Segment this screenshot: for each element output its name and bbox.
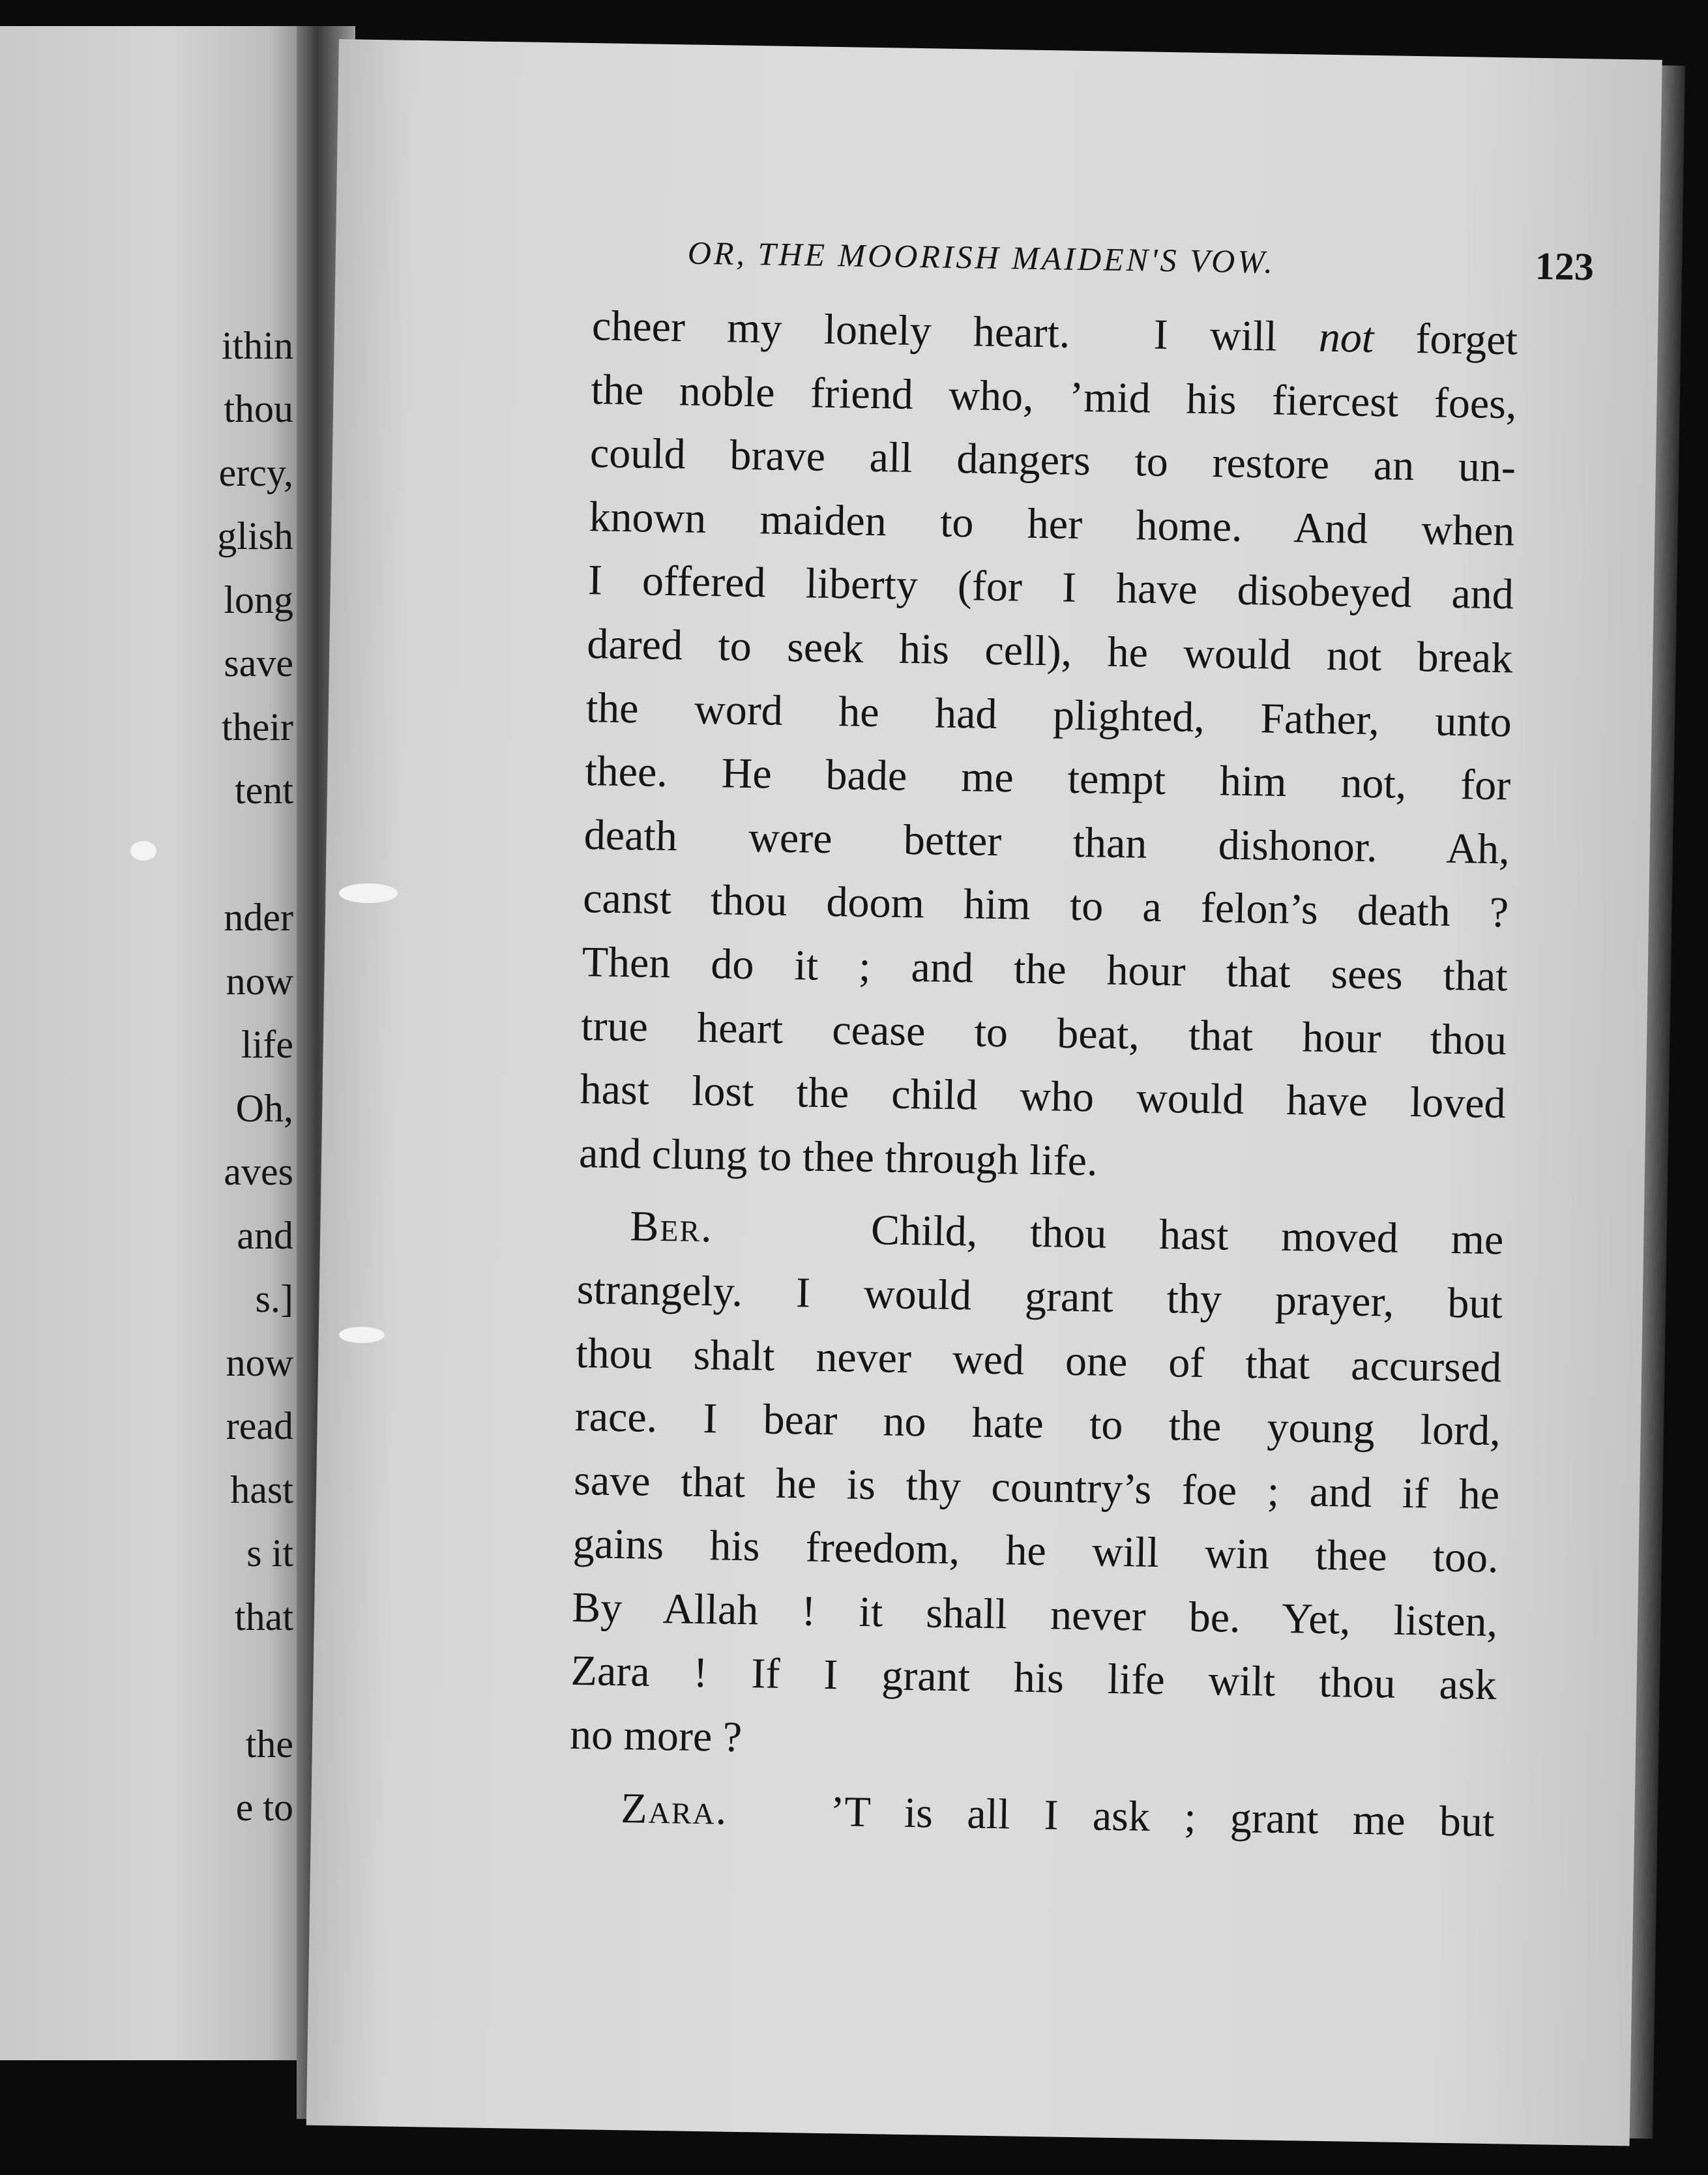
running-head: OR, THE MOORISH MAIDEN'S VOW. — [687, 234, 1276, 280]
left-page-line: their — [222, 705, 293, 748]
text-line: Then do it ; and the hour that sees that — [582, 938, 1509, 1001]
left-page-line: aves — [224, 1150, 293, 1193]
left-page-line: s it — [246, 1531, 293, 1575]
text-line: I offered liberty (for I have disobeyed and — [587, 556, 1514, 619]
text-line: thou shalt never wed one of that accursed — [575, 1329, 1502, 1391]
left-page-line: thou — [224, 387, 293, 430]
left-page-line: long — [224, 578, 293, 621]
left-page-line: s.] — [255, 1277, 293, 1320]
paper-speck — [130, 841, 156, 861]
paper-speck — [339, 1327, 385, 1343]
left-page-line: save — [224, 642, 293, 685]
left-page-line: hast — [230, 1468, 293, 1511]
left-page-line: life — [241, 1023, 293, 1066]
left-page-line: e to — [235, 1786, 293, 1829]
text-line: save that he is thy country’s foe ; and if he — [573, 1456, 1500, 1518]
text-line: the noble friend who, ’mid his fiercest foes, — [591, 365, 1518, 428]
left-page-line: now — [226, 1341, 293, 1384]
left-page-line: now — [226, 960, 293, 1003]
left-page-line: glish — [217, 514, 293, 557]
text-line: Zara ! If I grant his life wilt thou ask — [570, 1647, 1497, 1709]
text-line: death were better than dishonor. Ah, — [583, 810, 1510, 874]
text-line: thee. He bade me tempt him not, for — [584, 747, 1511, 810]
text-line: gains his freedom, he will win thee too. — [572, 1520, 1499, 1582]
speaker-name: Zara. — [620, 1784, 728, 1834]
left-page-line: and — [237, 1214, 293, 1257]
left-page-line: ercy, — [218, 451, 293, 494]
left-page-line: the — [245, 1723, 293, 1766]
text-line: known maiden to her home. And when — [588, 492, 1515, 555]
text-line: By Allah ! it shall never be. Yet, listen, — [571, 1583, 1498, 1646]
text-line: strangely. I would grant thy prayer, but — [576, 1265, 1503, 1328]
speaker-name: Ber. — [629, 1202, 714, 1252]
text-line: no more ? — [569, 1710, 743, 1762]
text-line: and clung to thee through life. — [578, 1129, 1098, 1185]
speech-line — [568, 1776, 1495, 1854]
page-number: 123 — [1535, 244, 1595, 289]
text-line: the word he had plighted, Father, unto — [585, 683, 1512, 746]
body-text — [568, 294, 1518, 1854]
left-page-line: ithin — [221, 324, 293, 367]
text-line: true heart cease to beat, that hour thou — [580, 1001, 1507, 1064]
text-line: canst thou doom him to a felon’s death ? — [582, 874, 1509, 937]
left-page-line: that — [235, 1595, 293, 1638]
text-line: dared to seek his cell), he would not break — [586, 620, 1513, 683]
speech-text: ’T is all I ask ; grant me but — [829, 1787, 1495, 1846]
left-page-line: nder — [224, 896, 293, 939]
text-line: cheer my lonely heart. I will not forget — [591, 302, 1518, 364]
left-page-line: Oh, — [235, 1087, 293, 1130]
paper-speck — [339, 883, 398, 903]
left-page-line: read — [226, 1404, 293, 1447]
left-page — [0, 26, 306, 2060]
text-line: race. I bear no hate to the young lord, — [574, 1393, 1501, 1455]
text-line: hast lost the child who would have loved — [580, 1065, 1507, 1128]
right-page — [306, 39, 1662, 2146]
speech-text: Child, thou hast moved me — [870, 1206, 1504, 1264]
left-page-line: tent — [235, 769, 293, 812]
text-line: could brave all dangers to restore an un- — [589, 429, 1516, 492]
